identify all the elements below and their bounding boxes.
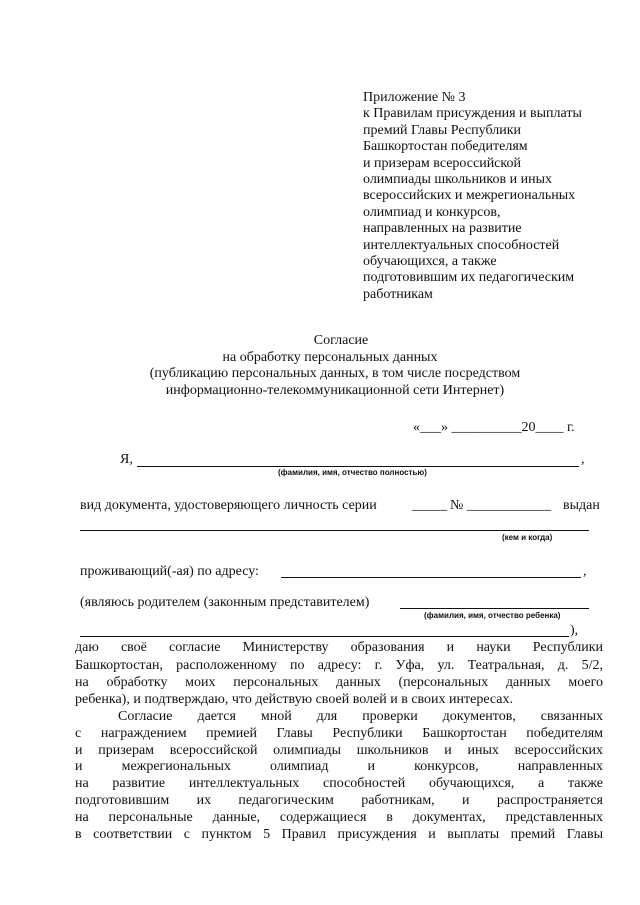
child-name-field-continued[interactable] (80, 636, 569, 637)
consent-line: на обработку моих персональных данных (персональных данных моего (75, 675, 603, 690)
purpose-line: Согласие дается мной для проверки документов, связанных (118, 709, 603, 724)
appendix-line: работникам (363, 286, 433, 302)
purpose-line: и межрегиональных олимпиад и конкурсов, направленных (75, 759, 603, 774)
purpose-line: в соответствии с пунктом 5 Правил присуждения и выплаты премий Главы (75, 827, 603, 842)
purpose-line: подготовившим их педагогическим работникам, и распространяется (75, 793, 603, 808)
appendix-line: и призерам всероссийской (363, 155, 521, 171)
purpose-line: на развитие интеллектуальных способностей обучающихся, а также (75, 776, 603, 791)
appendix-line: интеллектуальных способностей (363, 237, 560, 253)
child-name-caption: (фамилия, имя, отчество ребенка) (424, 611, 561, 620)
issued-by-caption: (кем и когда) (502, 533, 553, 542)
appendix-line: всероссийских и межрегиональных (363, 188, 576, 204)
consent-line: Башкортостан, расположенному по адресу: г. Уфа, ул. Театральная, д. 5/2, (75, 658, 603, 673)
ya-label: Я, (120, 452, 133, 467)
document-number-field[interactable]: ____________ (467, 498, 551, 513)
title-line: информационно-телекоммуникационной сети Интернет) (165, 382, 505, 398)
date-month: __________ (451, 420, 522, 435)
title-line: на обработку персональных данных (222, 349, 438, 365)
title-line: Согласие (313, 333, 369, 348)
address-field[interactable] (281, 577, 581, 578)
date-line[interactable] (413, 420, 575, 436)
ya-end: , (581, 452, 585, 467)
appendix-line: олимпиады школьников и иных (363, 172, 553, 188)
appendix-line: олимпиад и конкурсов, (363, 204, 501, 220)
identity-document-label: вид документа, удостоверяющего личность серии (80, 498, 377, 513)
parent-label: (являюсь родителем (законным представителем) (80, 595, 370, 610)
appendix-line: премий Главы Республики (363, 122, 522, 138)
full-name-field[interactable] (137, 466, 579, 467)
consent-line: ребенка), и подтверждаю, что действую своей волей и в своих интересах. (75, 692, 514, 707)
date-year: 20____ (521, 420, 564, 435)
date-day: «___» (413, 420, 448, 435)
purpose-line: с награждением премией Главы Республики Башкортостан победителям (75, 726, 603, 741)
issued-by-field[interactable] (80, 530, 589, 531)
child-end: ), (570, 623, 579, 638)
document-issued-label: выдан (563, 498, 600, 513)
appendix-header (363, 90, 633, 303)
appendix-line: к Правилам присуждения и выплаты (363, 106, 582, 122)
address-label: проживающий(-ая) по адресу: (80, 564, 259, 579)
document-number-label: № (450, 498, 464, 513)
full-name-caption: (фамилия, имя, отчество полностью) (278, 468, 427, 477)
appendix-line: направленных на развитие (363, 221, 522, 237)
document-series-field[interactable]: _____ (412, 498, 447, 513)
appendix-line: подготовившим их педагогическим (363, 270, 575, 286)
appendix-line: Башкортостан победителям (363, 139, 528, 155)
child-name-field[interactable] (400, 608, 589, 609)
purpose-line: на персональные данные, содержащиеся в документах, представленных (75, 810, 603, 825)
appendix-line: обучающихся, а также (363, 254, 497, 270)
appendix-line: Приложение № 3 (363, 90, 466, 105)
consent-line: даю своё согласие Министерству образования и науки Республики (75, 640, 603, 655)
date-suffix: г. (567, 420, 575, 435)
document-title (0, 333, 640, 399)
address-end: , (583, 564, 587, 579)
purpose-line: и призерам всероссийской олимпиады школьников и иных всероссийских (75, 743, 603, 758)
title-line: (публикацию персональных данных, в том числе посредством (149, 366, 521, 381)
